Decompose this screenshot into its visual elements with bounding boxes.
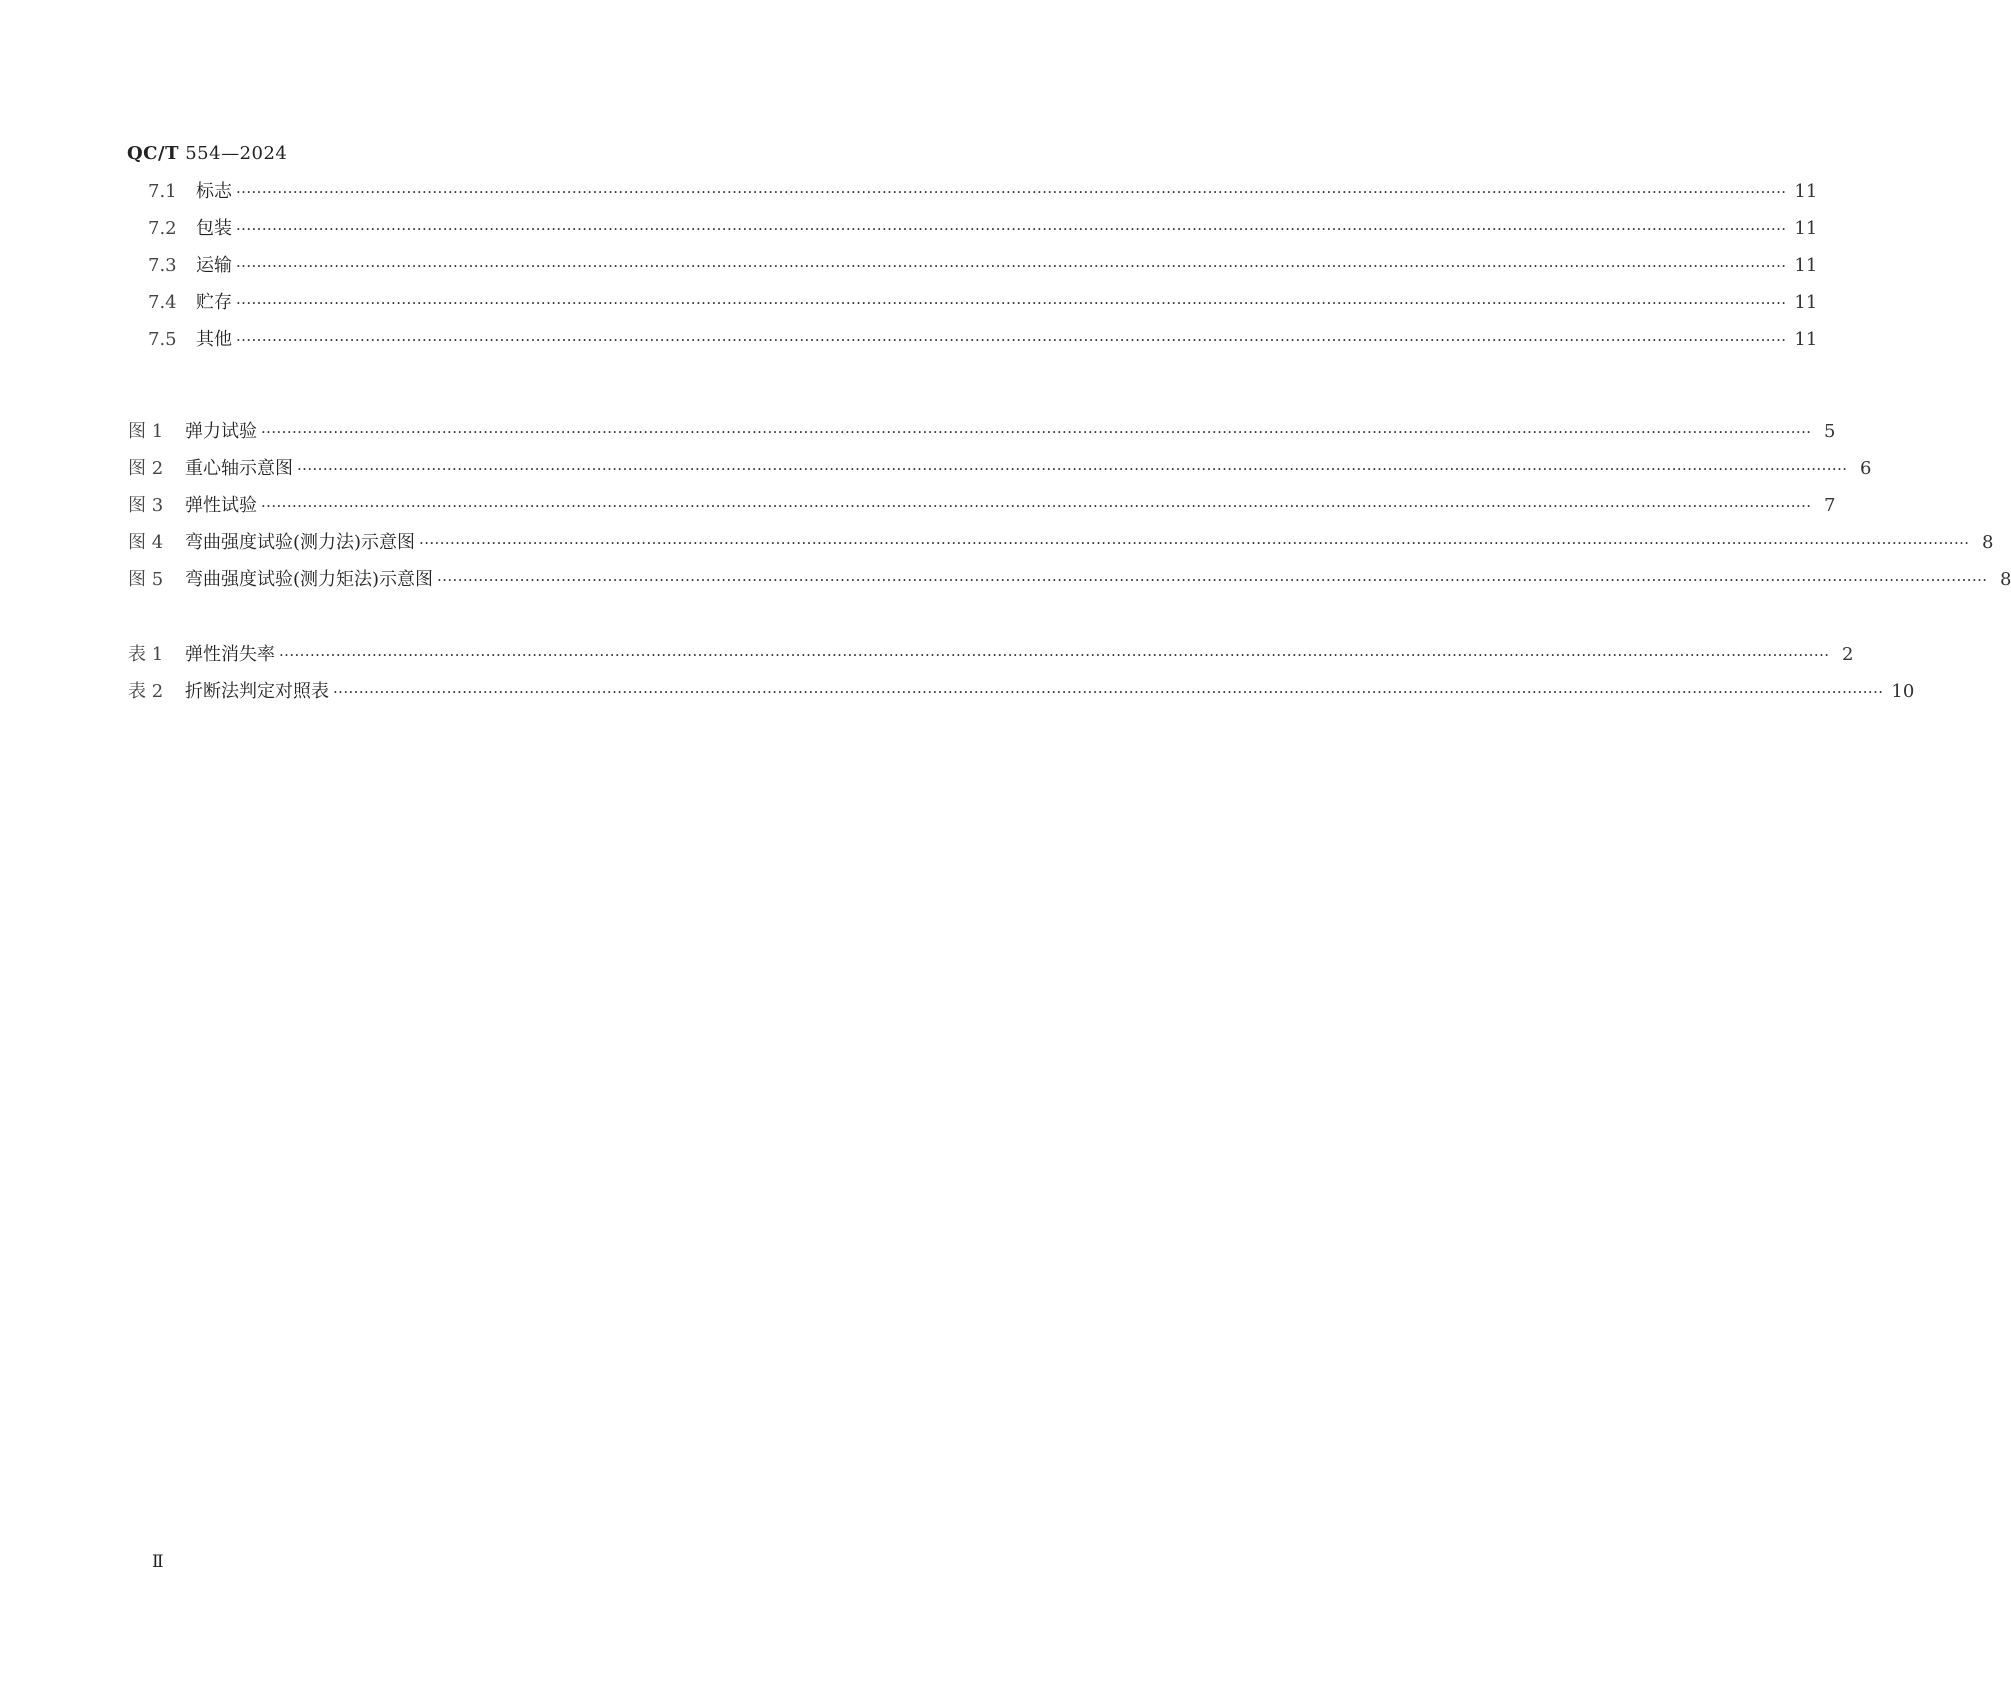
toc-leader-dots: ············································································································································································································································································································ <box>261 497 1812 515</box>
toc-leader-dots: ············································································································································································································································································································ <box>236 331 1787 349</box>
toc-entry-title: 重心轴示意图 <box>185 458 293 479</box>
toc-entry-page: 5 <box>1823 421 1836 442</box>
toc-entry[interactable] <box>128 528 1994 565</box>
toc-entry-title: 弹性试验 <box>185 495 257 516</box>
toc-entry-number: 图 3 <box>128 495 164 516</box>
toc-entry-page: 6 <box>1859 458 1872 479</box>
toc-tables <box>128 640 1915 714</box>
toc-entry-title: 贮存 <box>196 292 232 313</box>
toc-entry-page: 11 <box>1794 292 1818 313</box>
toc-entry-page: 8 <box>1982 532 1994 553</box>
toc-entry-page: 8 <box>2000 569 2011 590</box>
toc-entry-number: 图 1 <box>128 421 164 442</box>
toc-entry-title: 包装 <box>196 218 232 239</box>
toc-entry[interactable] <box>148 325 1818 362</box>
document-header <box>127 143 287 164</box>
toc-entry-page: 11 <box>1794 181 1818 202</box>
toc-entry-title: 折断法判定对照表 <box>185 681 329 702</box>
toc-leader-dots: ············································································································································································································································································································ <box>236 220 1787 238</box>
toc-entry-page: 2 <box>1841 644 1854 665</box>
toc-figures <box>128 417 2011 602</box>
toc-entry-title: 标志 <box>196 181 232 202</box>
toc-entry[interactable] <box>128 565 2011 602</box>
toc-entry[interactable] <box>128 677 1915 714</box>
toc-entry[interactable] <box>148 288 1818 325</box>
toc-entry-title: 弯曲强度试验(测力法)示意图 <box>185 532 416 553</box>
toc-subsections <box>148 177 1818 362</box>
toc-entry-title: 弹性消失率 <box>185 644 275 665</box>
toc-entry-number: 7.2 <box>148 218 177 239</box>
toc-entry-page: 11 <box>1794 255 1818 276</box>
toc-leader-dots: ············································································································································································································································································································ <box>437 571 1988 589</box>
toc-entry-number: 7.3 <box>148 255 177 276</box>
toc-entry-number: 图 2 <box>128 458 164 479</box>
toc-leader-dots: ············································································································································································································································································································ <box>236 294 1787 312</box>
toc-leader-dots: ············································································································································································································································································································ <box>333 683 1884 701</box>
toc-entry[interactable] <box>148 214 1818 251</box>
toc-entry-page: 10 <box>1891 681 1915 702</box>
toc-leader-dots: ············································································································································································································································································································ <box>279 646 1830 664</box>
toc-entry-number: 表 2 <box>128 681 164 702</box>
toc-entry-number: 图 4 <box>128 532 164 553</box>
toc-entry-page: 11 <box>1794 218 1818 239</box>
toc-entry[interactable] <box>128 417 1836 454</box>
toc-leader-dots: ············································································································································································································································································································ <box>419 534 1970 552</box>
toc-entry-page: 7 <box>1823 495 1836 516</box>
toc-entry-number: 7.4 <box>148 292 177 313</box>
toc-leader-dots: ············································································································································································································································································································ <box>236 257 1787 275</box>
toc-entry-number: 图 5 <box>128 569 164 590</box>
toc-entry-number: 表 1 <box>128 644 164 665</box>
page-number-footer: Ⅱ <box>152 1552 164 1572</box>
toc-entry-title: 其他 <box>196 329 232 350</box>
toc-entry[interactable] <box>128 491 1836 528</box>
toc-entry-title: 运输 <box>196 255 232 276</box>
toc-leader-dots: ············································································································································································································································································································ <box>297 460 1848 478</box>
toc-entry-title: 弹力试验 <box>185 421 257 442</box>
toc-entry-number: 7.1 <box>148 181 177 202</box>
toc-entry[interactable] <box>148 177 1818 214</box>
toc-entry[interactable] <box>148 251 1818 288</box>
toc-entry[interactable] <box>128 640 1854 677</box>
toc-leader-dots: ············································································································································································································································································································ <box>261 423 1812 441</box>
toc-entry-title: 弯曲强度试验(测力矩法)示意图 <box>185 569 434 590</box>
toc-entry-number: 7.5 <box>148 329 177 350</box>
toc-leader-dots: ············································································································································································································································································································ <box>236 183 1787 201</box>
toc-entry-page: 11 <box>1794 329 1818 350</box>
standard-prefix: QC/T <box>127 143 179 164</box>
toc-entry[interactable] <box>128 454 1872 491</box>
standard-number: 554—2024 <box>185 143 288 164</box>
